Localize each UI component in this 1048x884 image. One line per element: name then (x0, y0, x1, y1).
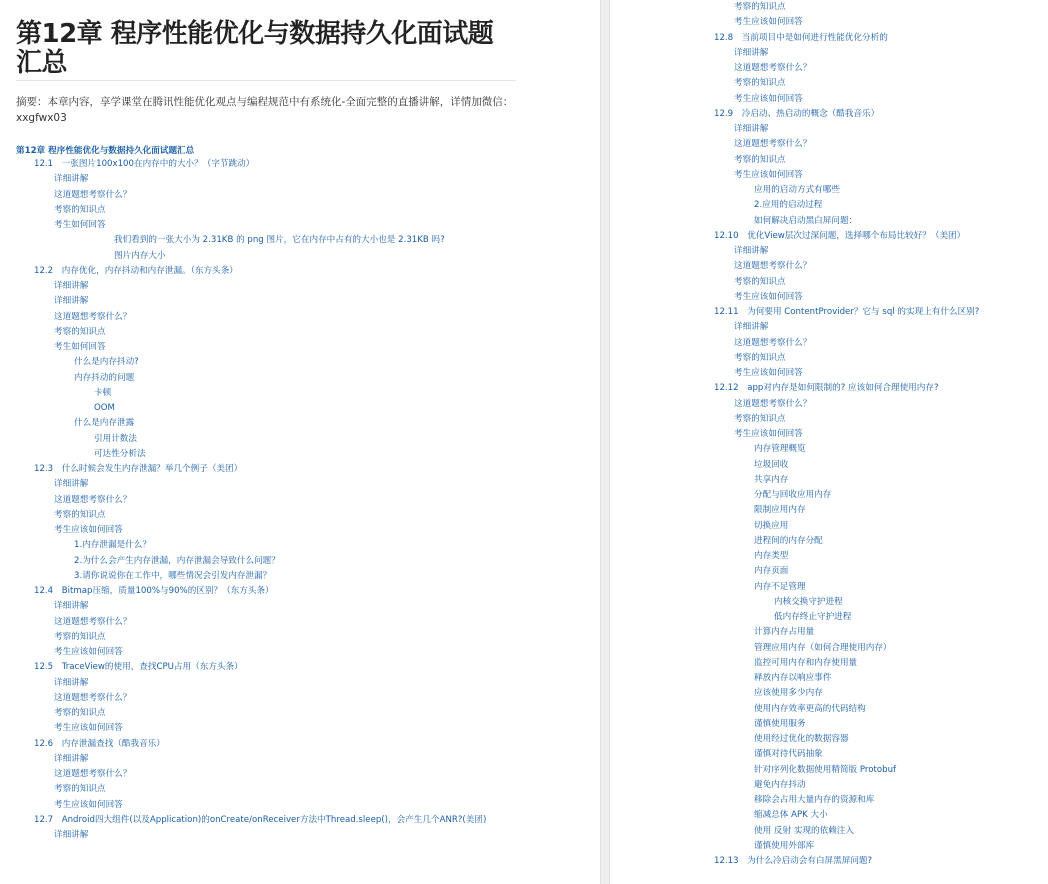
toc-link-left[interactable]: OOM (94, 403, 115, 413)
toc-link-right[interactable]: 这道题想考察什么？ (734, 63, 812, 73)
toc-link-right[interactable]: 考察的知识点 (734, 2, 786, 12)
toc-link-right[interactable]: 分配与回收应用内存 (754, 490, 832, 500)
toc-link-left[interactable]: 这道题想考察什么？ (54, 311, 132, 322)
toc-link-left[interactable]: 考生应该如何回答 (54, 799, 123, 810)
title-divider (16, 80, 516, 81)
toc-link-right[interactable]: 考生应该如何回答 (734, 169, 803, 180)
toc-link-right[interactable]: 12.10 优化View层次过深问题，选择哪个布局比较好？（美团） (714, 230, 966, 241)
toc-link-right[interactable]: 考生应该如何回答 (734, 17, 803, 28)
toc-link-right[interactable]: 内存不足管理 (754, 581, 806, 592)
toc-link-left[interactable]: 这道题想考察什么？ (54, 769, 132, 779)
toc-link-right[interactable]: 谨慎使用外部库 (754, 840, 815, 851)
toc-link-left[interactable]: 考察的知识点 (54, 509, 106, 520)
toc-link-left[interactable]: 我们看到的一张大小为 2.31KB 的 png 图片，它在内存中占有的大小也是 2.31KB 吗? (114, 235, 445, 246)
toc-link-left[interactable]: 12.1 一张图片100x100在内存中的大小？（字节跳动） (34, 159, 255, 169)
toc-link-right[interactable]: 这道题想考察什么？ (734, 398, 812, 409)
toc-link-right[interactable]: 使用经过优化的数据容器 (754, 734, 849, 744)
toc-link-right[interactable]: 低内存终止守护进程 (774, 612, 852, 622)
toc-link-right[interactable]: 管理应用内存（如何合理使用内存） (754, 642, 892, 653)
toc-link-right[interactable]: 详细讲解 (734, 124, 769, 134)
toc-link-left[interactable]: 详细讲解 (54, 830, 89, 840)
toc-link-left[interactable]: 考察的知识点 (54, 784, 106, 795)
toc-link-right[interactable]: 考察的知识点 (734, 352, 786, 363)
toc-link-right[interactable]: 进程间的内存分配 (754, 535, 823, 546)
toc-link-left[interactable]: 引用计数法 (94, 433, 137, 444)
toc-link-right[interactable]: 监控可用内存和内存使用量 (754, 657, 858, 668)
document-title: 第12章 程序性能优化与数据持久化面试题汇总 (16, 19, 494, 78)
toc-link-right[interactable]: 12.12 app对内存是如何限制的? 应该如何合理使用内存? (714, 383, 939, 394)
toc-link-left[interactable]: 详细讲解 (54, 753, 89, 764)
toc-link-left[interactable]: 12.4 Bitmap压缩，质量100%与90%的区别？（东方头条） (34, 586, 274, 596)
toc-heading-link[interactable]: 第12章 程序性能优化与数据持久化面试题汇总 (16, 146, 195, 156)
toc-link-left[interactable]: 详细讲解 (54, 174, 89, 185)
toc-link-right[interactable]: 计算内存占用量 (754, 627, 815, 638)
toc-link-left[interactable]: 什么是内存泄露 (74, 418, 135, 429)
toc-link-left[interactable]: 内存抖动的问题 (74, 372, 135, 383)
toc-link-right[interactable]: 考生应该如何回答 (734, 368, 803, 378)
toc-link-right[interactable]: 这道题想考察什么？ (734, 139, 812, 150)
toc-link-right[interactable]: 避免内存抖动 (754, 779, 806, 790)
toc-link-left[interactable]: 图片内存大小 (114, 250, 166, 261)
toc-link-left[interactable]: 12.2 内存优化，内存抖动和内存泄漏。（东方头条） (34, 265, 238, 276)
toc-link-right[interactable]: 垃圾回收 (754, 459, 789, 470)
toc-link-right[interactable]: 内存类型 (754, 551, 789, 561)
table-of-contents-left (0, 157, 598, 843)
toc-link-left[interactable]: 2.为什么会产生内存泄漏，内存泄漏会导致什么问题？ (74, 555, 280, 566)
toc-link-left[interactable]: 详细讲解 (54, 601, 89, 612)
toc-link-right[interactable]: 谨慎使用服务 (754, 718, 806, 729)
toc-link-left[interactable]: 可达性分析法 (94, 448, 146, 459)
toc-link-right[interactable]: 内存页面 (754, 566, 789, 577)
toc-link-right[interactable]: 考察的知识点 (734, 413, 786, 424)
toc-link-right[interactable]: 内核交换守护进程 (774, 596, 843, 607)
toc-link-left[interactable]: 卡顿 (94, 387, 112, 398)
toc-link-left[interactable]: 考生应该如何回答 (54, 647, 123, 657)
toc-link-left[interactable]: 考察的知识点 (54, 708, 106, 718)
toc-link-right[interactable]: 12.8 当前项目中是如何进行性能优化分析的 (714, 32, 888, 43)
table-of-contents-right (610, 0, 1048, 869)
toc-link-right[interactable]: 如何解决启动黑白屏问题： (754, 215, 858, 226)
toc-link-left[interactable]: 12.5 TraceView的使用，查找CPU占用（东方头条） (34, 662, 243, 673)
toc-link-right[interactable]: 限制应用内存 (754, 505, 806, 516)
toc-link-left[interactable]: 详细讲解 (54, 479, 89, 490)
document-page-right (610, 0, 1048, 884)
toc-link-left[interactable]: 考生应该如何回答 (54, 525, 123, 535)
toc-link-right[interactable]: 谨慎对待代码抽象 (754, 749, 823, 760)
toc-link-left[interactable]: 这道题想考察什么？ (54, 616, 132, 627)
toc-link-left[interactable]: 考生如何回答 (54, 220, 106, 230)
toc-link-left[interactable]: 这道题想考察什么？ (54, 189, 132, 200)
toc-link-left[interactable]: 3.请你说说你在工作中，哪些情况会引发内存泄漏？ (74, 570, 272, 581)
toc-link-left[interactable]: 详细讲解 (54, 281, 89, 291)
toc-link-left[interactable]: 什么是内存抖动? (74, 357, 139, 368)
toc-link-right[interactable]: 释放内存以响应事件 (754, 673, 832, 683)
toc-link-right[interactable]: 使用内存效率更高的代码结构 (754, 703, 866, 714)
toc-link-right[interactable]: 考生应该如何回答 (734, 93, 803, 104)
toc-link-left[interactable]: 详细讲解 (54, 677, 89, 688)
toc-link-right[interactable]: 这道题想考察什么？ (734, 261, 812, 272)
toc-link-right[interactable]: 应该使用多少内存 (754, 688, 823, 699)
toc-link-right[interactable]: 详细讲解 (734, 47, 769, 58)
toc-link-right[interactable]: 详细讲解 (734, 246, 769, 256)
toc-link-right[interactable]: 移除会占用大量内存的资源和库 (754, 795, 875, 805)
toc-link-right[interactable]: 切换应用 (754, 520, 789, 531)
toc-link-left[interactable]: 这道题想考察什么？ (54, 494, 132, 505)
toc-link-left[interactable]: 12.6 内存泄漏查找（酷我音乐） (34, 738, 165, 749)
toc-link-right[interactable]: 针对序列化数据使用精简版 Protobuf (754, 764, 897, 775)
toc-link-right[interactable]: 考察的知识点 (734, 78, 786, 89)
toc-link-right[interactable]: 考生应该如何回答 (734, 291, 803, 302)
toc-link-left[interactable]: 考察的知识点 (54, 204, 106, 215)
document-summary: 摘要：本章内容，享学课堂在腾讯性能优化观点与编程规范中有系统化-全面完整的直播讲解，详情加微信：xxgfwx03 (16, 96, 514, 124)
toc-link-left[interactable]: 考察的知识点 (54, 631, 106, 642)
toc-link-left[interactable]: 考察的知识点 (54, 326, 106, 337)
toc-link-left[interactable]: 详细讲解 (54, 296, 89, 307)
toc-link-right[interactable]: 内存管理概览 (754, 444, 806, 455)
toc-link-left[interactable]: 1.内存泄漏是什么？ (74, 540, 151, 551)
toc-link-right[interactable]: 详细讲解 (734, 322, 769, 333)
toc-link-right[interactable]: 考生应该如何回答 (734, 429, 803, 439)
toc-link-right[interactable]: 12.11 为何要用 ContentProvider？它与 sql 的实现上有什么区别? (714, 307, 980, 317)
toc-link-right[interactable]: 使用 反射 实现的依赖注入 (754, 825, 854, 836)
toc-link-left[interactable]: 这道题想考察什么？ (54, 692, 132, 703)
toc-link-right[interactable]: 12.9 冷启动、热启动的概念（酷我音乐） (714, 108, 880, 119)
toc-link-right[interactable]: 缩减总体 APK 大小 (754, 810, 828, 821)
toc-link-right[interactable]: 12.13 为什么冷启动会有白屏黑屏问题? (714, 856, 873, 866)
toc-link-right[interactable]: 2.应用的启动过程 (754, 200, 823, 211)
toc-link-right[interactable]: 考察的知识点 (734, 154, 786, 165)
toc-link-left[interactable]: 12.3 什么时候会发生内存泄漏？举几个例子（美团） (34, 464, 243, 474)
toc-link-right[interactable]: 共享内存 (754, 474, 789, 485)
page-divider (600, 0, 610, 884)
toc-link-left[interactable]: 考生应该如何回答 (54, 723, 123, 734)
toc-link-right[interactable]: 应用的启动方式有哪些 (754, 185, 840, 195)
toc-link-right[interactable]: 考察的知识点 (734, 276, 786, 287)
toc-link-right[interactable]: 这道题想考察什么？ (734, 337, 812, 348)
toc-link-left[interactable]: 考生如何回答 (54, 342, 106, 352)
toc-link-left[interactable]: 12.7 Android四大组件(以及Application)的onCreate/onReceiver方法中Thread.sleep()，会产生几个ANR?(美团) (34, 814, 487, 825)
